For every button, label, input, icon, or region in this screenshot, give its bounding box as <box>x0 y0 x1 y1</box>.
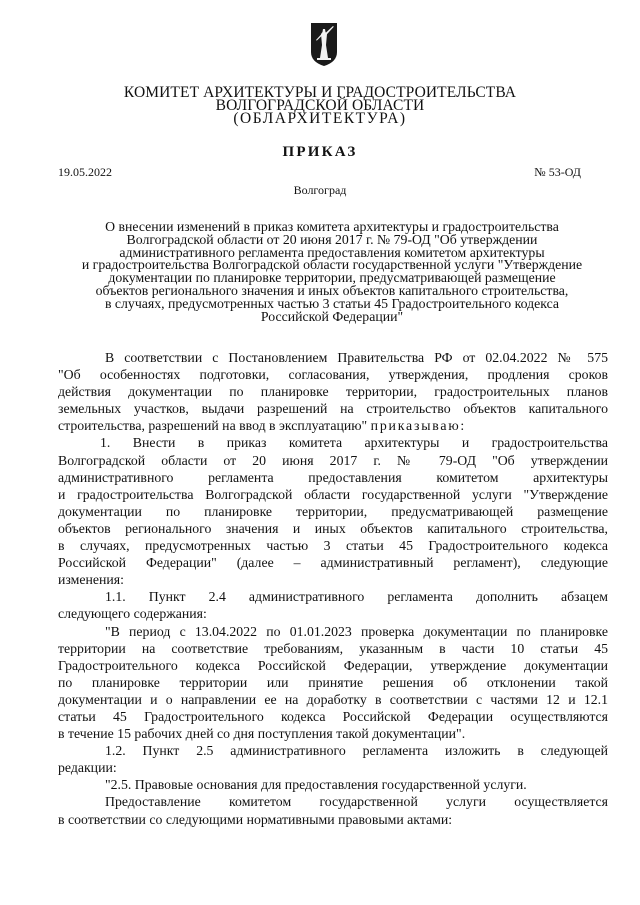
subject-line: О внесении изменений в приказ комитета архитектуры и градостроительства <box>105 219 559 234</box>
volgograd-motherland-statue-icon <box>309 18 339 68</box>
body-line: "2.5. Правовые основания для предоставления государственной услуги. <box>105 777 527 793</box>
order-keyword: приказываю: <box>370 418 467 434</box>
subject-line: документации по планировке территории, предусматривающей размещение <box>108 270 556 286</box>
body-line: в соответствии со следующими нормативными правовыми актами: <box>58 811 453 827</box>
city-name: Волгоград <box>293 183 347 197</box>
body-line <box>58 417 608 434</box>
order-number: № 53-ОД <box>534 165 581 179</box>
body-line: по планировке территории или принятие решения об отклонении такой <box>58 674 608 690</box>
subject-line: Волгоградской области от 20 июня 2017 г. № 79-ОД "Об утверждении <box>126 231 538 247</box>
body-line: Российской Федерации" (далее – административный регламент), следующие <box>58 555 608 571</box>
body-line: Волгоградской области от 20 июня 2017 г. № 79-ОД "Об утверждении <box>58 452 608 468</box>
body-line: 1.2. Пункт 2.5 административного регламента изложить в следующей <box>105 743 608 759</box>
body-line: документации по планировке территории, предусматривающей размещение <box>58 503 608 519</box>
body-line: 1.1. Пункт 2.4 административного регламента дополнить абзацем <box>105 589 608 605</box>
body-line: "Об особенностях подготовки, согласования, утверждения, продления сроков <box>58 367 608 383</box>
body-line: документации и о направлении ее на доработку в соответствии с частями 12 и 12.1 <box>58 691 608 707</box>
body-line: редакции: <box>58 760 117 776</box>
body-line: следующего содержания: <box>58 606 207 622</box>
body-line: и градостроительства Волгоградской области государственной услуги "Утверждение <box>58 486 608 502</box>
document-title: ПРИКАЗ <box>282 144 358 160</box>
order-subject <box>56 221 608 323</box>
body-line: в случаях, предусмотренных частью 3 статьи 45 Градостроительного кодекса <box>58 538 608 554</box>
body-line: изменения: <box>58 572 124 588</box>
body-line: территории на соответствие требованиям, указанным в части 10 статьи 45 <box>58 640 608 656</box>
body-line: В соответствии с Постановлением Правительства РФ от 02.04.2022 № 575 <box>105 350 608 365</box>
subject-line: в случаях, предусмотренных частью 3 статьи 45 Градостроительного кодекса <box>104 295 560 311</box>
body-line: Предоставление комитетом государственной услуги осуществляется <box>105 794 608 810</box>
subject-line: административного регламента предоставления комитетом архитектуры <box>119 244 545 260</box>
order-date: 19.05.2022 <box>58 165 112 179</box>
body-line: административного регламента предоставления комитетом архитектуры <box>58 469 608 485</box>
body-line-text: строительства, разрешений на ввод в эксплуатацию" <box>58 418 368 434</box>
committee-short-name: (ОБЛАРХИТЕКТУРА) <box>233 110 407 127</box>
body-line: в течение 15 рабочих дней со дня поступления такой документации". <box>58 726 466 742</box>
subject-line: и градостроительства Волгоградской области государственной услуги "Утверждение <box>81 257 583 273</box>
committee-name-line-1: КОМИТЕТ АРХИТЕКТУРЫ И ГРАДОСТРОИТЕЛЬСТВА <box>123 84 517 101</box>
body-line: Градостроительного кодекса Российской Федерации, утверждение документации <box>58 657 608 673</box>
body-line: 1. Внести в приказ комитета архитектуры и градостроительства <box>100 435 608 451</box>
body-line: объектов регионального значения и иных объектов капитального строительства, <box>58 520 608 536</box>
committee-name-line-2: ВОЛГОГРАДСКОЙ ОБЛАСТИ <box>215 97 425 114</box>
subject-line: Российской Федерации" <box>260 308 404 324</box>
body-line: "В период с 13.04.2022 по 01.01.2023 проверка документации по планировке <box>105 623 608 639</box>
body-line: статьи 45 Градостроительного кодекса Российской Федерации осуществляются <box>58 708 608 724</box>
body-line: действия документации по планировке территории, градостроительных планов <box>58 384 608 400</box>
order-body <box>58 349 608 828</box>
subject-line: объектов регионального значения и иных объектов капитального строительства, <box>95 282 569 298</box>
body-line: земельных участков, выдачи разрешений на строительство объектов капитального <box>58 401 608 417</box>
